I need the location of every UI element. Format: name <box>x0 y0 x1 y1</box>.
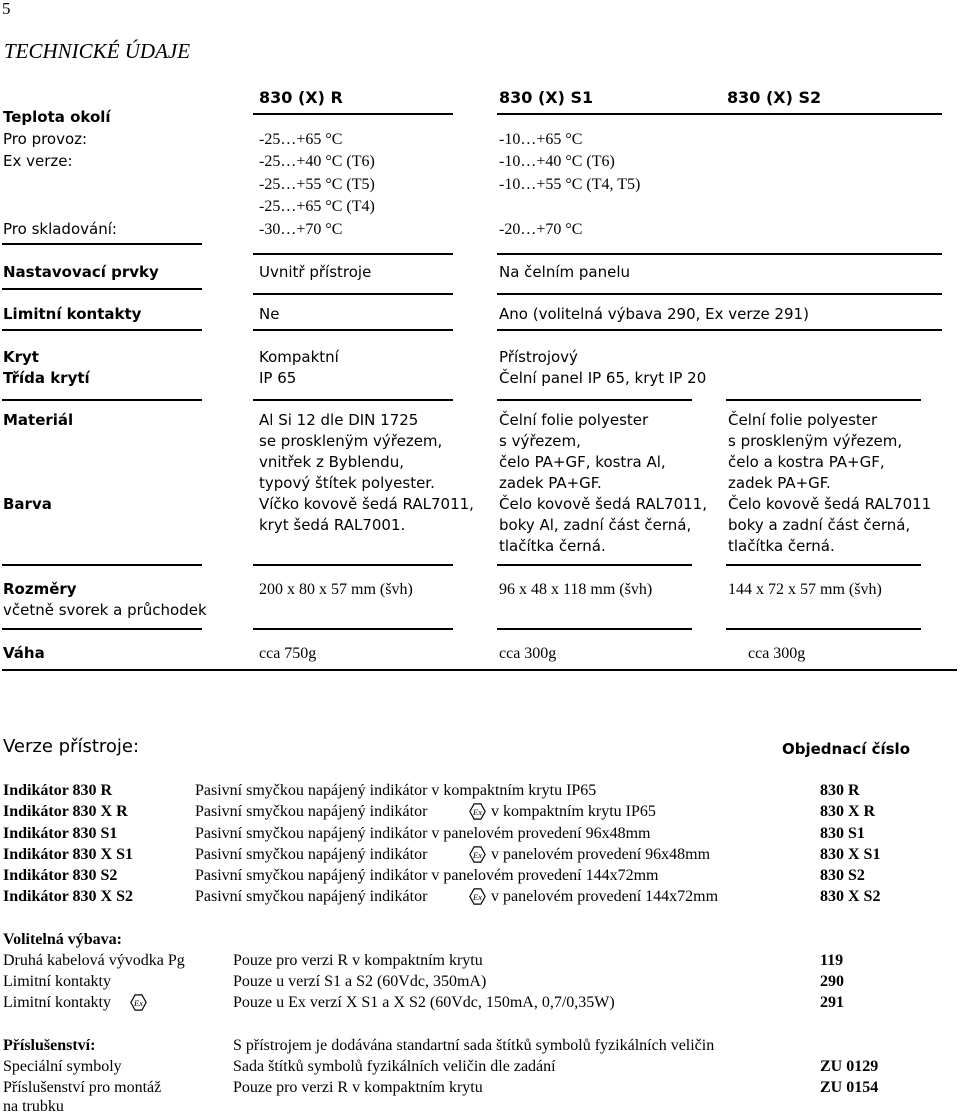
color-s1: tlačítka černá. <box>499 537 606 555</box>
divider <box>2 628 202 630</box>
limits-s: Ano (volitelná výbava 290, Ex verze 291) <box>499 305 809 323</box>
material-r: vnitřek z Byblendu, <box>259 453 404 471</box>
version-desc: Pasivní smyčkou napájený indikátor v panelovém provedení 144x72mm <box>195 867 659 884</box>
protection-s: Čelní panel IP 65, kryt IP 20 <box>499 369 707 387</box>
version-name: Indikátor 830 X S2 <box>3 888 133 905</box>
version-code: 830 X R <box>820 803 876 820</box>
version-code: 830 R <box>820 782 860 799</box>
temp-storage-s: -20…+70 °C <box>499 221 583 238</box>
dimensions-s1: 96 x 48 x 118 mm (švh) <box>499 581 653 598</box>
material-s2: Čelní folie polyester <box>728 411 878 429</box>
temp-operation-s: -10…+65 °C <box>499 131 583 148</box>
option-desc: Pouze u Ex verzí X S1 a X S2 (60Vdc, 150mA, 0,7/0,35W) <box>233 994 615 1011</box>
ex-hexagon-icon <box>469 846 486 863</box>
divider <box>253 253 453 255</box>
column-header-r: 830 (X) R <box>259 88 343 107</box>
order-number-header: Objednací číslo <box>782 740 911 758</box>
ex-hexagon-icon <box>469 803 486 820</box>
protection-label: Třída krytí <box>3 369 90 387</box>
material-label: Materiál <box>3 411 74 429</box>
material-r: Al Si 12 dle DIN 1725 <box>259 411 419 429</box>
material-s1: čelo PA+GF, kostra Al, <box>499 453 666 471</box>
option-name: Druhá kabelová vývodka Pg <box>3 952 185 969</box>
option-desc: Pouze pro verzi R v kompaktním krytu <box>233 952 483 969</box>
section-title: TECHNICKÉ ÚDAJE <box>4 39 191 63</box>
housing-r: Kompaktní <box>259 348 339 366</box>
ex-hexagon-icon <box>469 888 486 905</box>
temp-operation-r: -25…+65 °C <box>259 131 343 148</box>
dimensions-r: 200 x 80 x 57 mm (švh) <box>259 581 413 598</box>
version-code: 830 X S1 <box>820 846 881 863</box>
color-label: Barva <box>3 495 52 513</box>
version-desc: Pasivní smyčkou napájený indikátor v panelovém provedení 96x48mm <box>195 825 651 842</box>
accessory-desc: Sada štítků symbolů fyzikálních veličin dle zadání <box>233 1058 556 1075</box>
svg-text:Ex: Ex <box>473 891 482 902</box>
accessory-name: Příslušenství pro montáž <box>3 1079 162 1096</box>
temp-ex-label: Ex verze: <box>3 152 73 170</box>
temp-ex-r: -25…+55 °C (T5) <box>259 176 375 193</box>
material-s2: čelo a kostra PA+GF, <box>728 453 885 471</box>
accessory-code: ZU 0154 <box>820 1079 879 1096</box>
options-title: Volitelná výbava: <box>3 931 122 948</box>
divider <box>726 399 921 401</box>
temp-ex-s: -10…+55 °C (T4, T5) <box>499 176 641 193</box>
versions-title: Verze přístroje: <box>3 736 140 757</box>
color-s2: Čelo kovově šedá RAL7011 <box>728 495 932 513</box>
svg-text:Ex: Ex <box>473 806 482 817</box>
temp-label: Teplota okolí <box>3 108 111 126</box>
column-header-s1: 830 (X) S1 <box>499 88 594 107</box>
divider <box>497 293 942 295</box>
material-s1: s výřezem, <box>499 432 581 450</box>
color-s2: tlačítka černá. <box>728 537 835 555</box>
material-s2: s prosklenÿm výřezem, <box>728 432 903 450</box>
temp-ex-s: -10…+40 °C (T6) <box>499 153 615 170</box>
weight-s1: cca 300g <box>499 645 557 662</box>
divider <box>497 564 692 566</box>
material-s1: Čelní folie polyester <box>499 411 649 429</box>
version-name: Indikátor 830 X R <box>3 803 128 820</box>
divider <box>253 329 453 331</box>
material-r: typový štítek polyester. <box>259 474 435 492</box>
divider <box>2 243 202 245</box>
version-code: 830 S1 <box>820 825 865 842</box>
divider <box>497 628 692 630</box>
option-name: Limitní kontakty <box>3 973 111 990</box>
divider <box>2 288 202 290</box>
svg-text:Ex: Ex <box>134 997 143 1008</box>
divider <box>253 399 453 401</box>
version-name: Indikátor 830 S2 <box>3 867 118 884</box>
controls-s: Na čelním panelu <box>499 263 631 281</box>
limits-label: Limitní kontakty <box>3 305 142 323</box>
version-desc: Pasivní smyčkou napájený indikátor <box>195 888 428 905</box>
divider <box>726 628 921 630</box>
dimensions-sublabel: včetně svorek a průchodek <box>3 601 207 619</box>
version-desc-cont: v panelovém provedení 144x72mm <box>491 888 719 905</box>
option-code: 119 <box>820 952 844 969</box>
page-number: 5 <box>2 0 11 18</box>
weight-label: Váha <box>3 644 45 662</box>
version-code: 830 X S2 <box>820 888 881 905</box>
divider <box>253 113 453 115</box>
column-header-s2: 830 (X) S2 <box>727 88 822 107</box>
option-code: 290 <box>820 973 844 990</box>
divider <box>2 399 202 401</box>
divider <box>2 669 957 671</box>
version-name: Indikátor 830 R <box>3 782 113 799</box>
color-r: kryt šedá RAL7001. <box>259 516 406 534</box>
material-r: se prosklenÿm výřezem, <box>259 432 443 450</box>
option-code: 291 <box>820 994 844 1011</box>
divider <box>497 329 942 331</box>
dimensions-s2: 144 x 72 x 57 mm (švh) <box>728 581 882 598</box>
limits-r: Ne <box>259 305 280 323</box>
version-name: Indikátor 830 X S1 <box>3 846 133 863</box>
divider <box>2 329 202 331</box>
svg-text:Ex: Ex <box>473 849 482 860</box>
divider <box>253 564 453 566</box>
version-name: Indikátor 830 S1 <box>3 825 118 842</box>
protection-r: IP 65 <box>259 369 297 387</box>
version-desc-cont: v kompaktním krytu IP65 <box>491 803 656 820</box>
temp-storage-label: Pro skladování: <box>3 220 117 238</box>
divider <box>497 113 942 115</box>
divider <box>253 293 453 295</box>
accessory-name-cont: na trubku <box>3 1098 64 1115</box>
accessory-name: Speciální symboly <box>3 1058 122 1075</box>
weight-s2: cca 300g <box>748 645 806 662</box>
color-s2: boky a zadní část černá, <box>728 516 911 534</box>
temp-operation-label: Pro provoz: <box>3 130 88 148</box>
dimensions-label: Rozměry <box>3 580 77 598</box>
accessory-code: ZU 0129 <box>820 1058 879 1075</box>
accessories-title: Příslušenství: <box>3 1037 96 1054</box>
divider <box>253 628 453 630</box>
divider <box>2 564 202 566</box>
version-desc: Pasivní smyčkou napájený indikátor <box>195 846 428 863</box>
version-desc: Pasivní smyčkou napájený indikátor <box>195 803 428 820</box>
ex-hexagon-icon <box>130 994 147 1011</box>
divider <box>497 253 942 255</box>
version-code: 830 S2 <box>820 867 865 884</box>
version-desc-cont: v panelovém provedení 96x48mm <box>491 846 711 863</box>
material-s1: zadek PA+GF. <box>499 474 602 492</box>
accessory-desc: Pouze pro verzi R v kompaktním krytu <box>233 1079 483 1096</box>
divider <box>726 564 921 566</box>
controls-label: Nastavovací prvky <box>3 263 159 281</box>
temp-ex-r: -25…+40 °C (T6) <box>259 153 375 170</box>
option-desc: Pouze u verzí S1 a S2 (60Vdc, 350mA) <box>233 973 487 990</box>
housing-label: Kryt <box>3 348 39 366</box>
housing-s: Přístrojový <box>499 348 578 366</box>
option-name: Limitní kontakty <box>3 994 111 1011</box>
temp-storage-r: -30…+70 °C <box>259 221 343 238</box>
material-s2: zadek PA+GF. <box>728 474 831 492</box>
color-s1: boky Al, zadní část černá, <box>499 516 692 534</box>
temp-ex-r: -25…+65 °C (T4) <box>259 198 375 215</box>
weight-r: cca 750g <box>259 645 317 662</box>
color-s1: Čelo kovově šedá RAL7011, <box>499 495 707 513</box>
divider <box>497 399 692 401</box>
version-desc: Pasivní smyčkou napájený indikátor v kompaktním krytu IP65 <box>195 782 597 799</box>
controls-r: Uvnitř přístroje <box>259 263 372 281</box>
accessories-intro: S přístrojem je dodávána standartní sada štítků symbolů fyzikálních veličin <box>233 1037 715 1054</box>
color-r: Víčko kovově šedá RAL7011, <box>259 495 474 513</box>
